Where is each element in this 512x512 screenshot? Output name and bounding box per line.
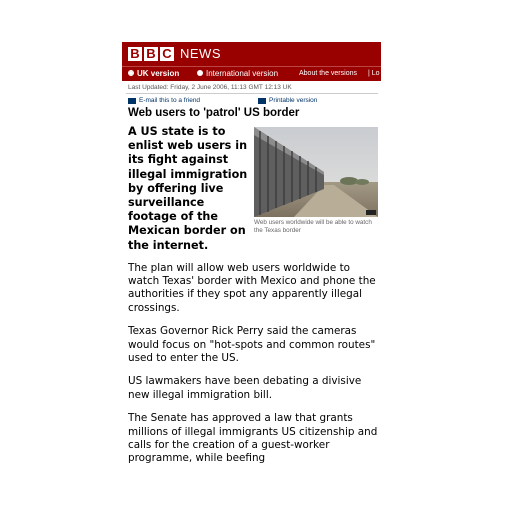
print-link-label: Printable version [269, 97, 318, 104]
uk-version-label: UK version [137, 69, 180, 78]
article-body [128, 262, 381, 472]
email-link[interactable] [128, 97, 200, 104]
divider [126, 93, 378, 94]
border-fence-photo [254, 127, 378, 217]
radio-selected-icon [128, 70, 134, 76]
radio-icon [197, 70, 203, 76]
news-wordmark: NEWS [180, 46, 221, 61]
article-paragraph: US lawmakers have been debating a divisive new illegal immigration bill. [128, 375, 362, 401]
article-headline: Web users to 'patrol' US border [128, 107, 300, 119]
article-intro: A US state is to enlist web users in its fight against illegal immigration by offering live surveillance footage of the Mexican border on the internet. [128, 125, 248, 252]
bbc-logo-letter-2: B [144, 47, 158, 61]
version-bar-separator[interactable]: | Lo [368, 70, 380, 77]
photo-caption: Web users worldwide will be able to watch the Texas border [254, 219, 372, 234]
last-updated: Last Updated: Friday, 2 June 2006, 11:13 GMT 12:13 UK [128, 84, 292, 91]
article-paragraph: Texas Governor Rick Perry said the cameras would focus on "hot-spots and common routes" used to enter the US. [128, 325, 376, 364]
version-bar [122, 66, 381, 81]
border-fence-image [254, 127, 378, 217]
uk-version-option[interactable] [128, 69, 179, 79]
envelope-icon [128, 98, 136, 104]
about-versions-link[interactable]: About the versions [299, 70, 357, 77]
bbc-logo-letter-3: C [160, 47, 174, 61]
international-version-label: International version [206, 69, 279, 78]
printer-icon [258, 98, 266, 104]
bbc-logo[interactable] [128, 47, 174, 61]
bbc-logo-letter-1: B [128, 47, 142, 61]
international-version-option[interactable] [197, 69, 278, 79]
article-paragraph: The plan will allow web users worldwide to watch Texas' border with Mexico and phone the authorities if they spot any apparently illegal crossings. [128, 262, 376, 314]
bbc-news-page [122, 42, 381, 472]
bbc-news-masthead[interactable] [122, 42, 381, 66]
print-link[interactable] [258, 97, 317, 104]
article-paragraph: The Senate has approved a law that grants millions of illegal immigrants US citizenship and calls for the creation of a guest-worker programme, while beefing [128, 412, 378, 464]
email-link-label: E-mail this to a friend [139, 97, 201, 104]
